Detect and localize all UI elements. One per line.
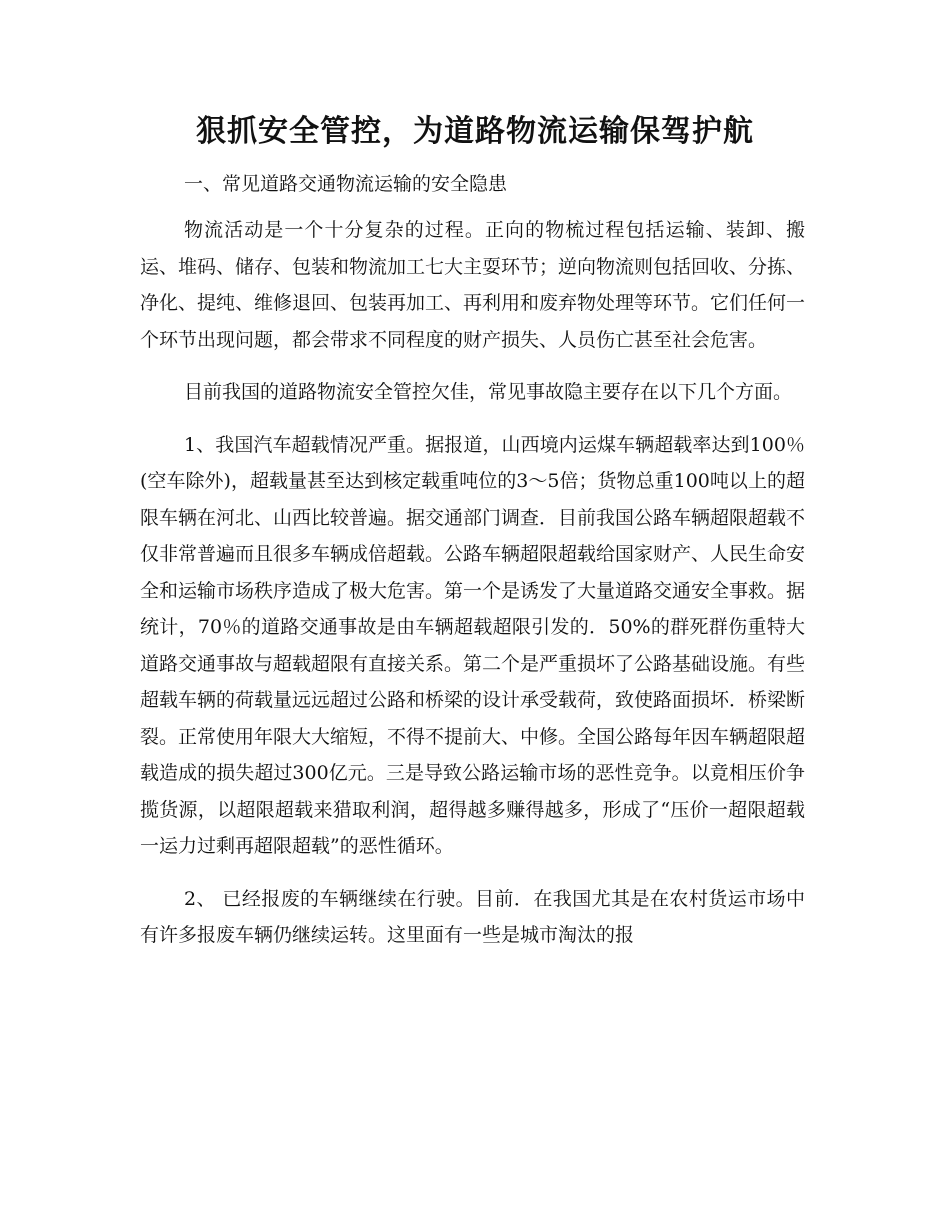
document-body — [140, 166, 805, 970]
paragraph-4: 2、 已经报废的车辆继续在行驶。目前．在我国尤其是在农村货运市场中有许多报废车辆仍继续运转。这里面有一些是城市淘汰的报 — [140, 887, 805, 946]
paragraph-2: 目前我国的道路物流安全管控欠佳，常见事故隐主要存在以下几个方面。 — [184, 381, 793, 403]
paragraph-1: 物流活动是一个十分复杂的过程。正向的物梳过程包括运输、装卸、搬运、堆码、储存、包装和物流加工七大主耍环节；逆向物流则包括回收、分拣、净化、提纯、维修退回、包装再加工、再利用和废弃物处理等环节。它们任何一个环节出现问题，都会带求不同程度的财产损失、人员伤亡甚至社会危害。 — [140, 219, 806, 351]
section-heading: 一、常见道路交通物流运输的安全隐患 — [184, 173, 508, 195]
paragraph-3: 1、我国汽车超载情况严重。据报道，山西境内运煤车辆超载率达到100％(空车除外)，超载量甚至达到核定载重吨位的3～5倍；货物总重100吨以上的超限车辆在河北、山西比较普遍。据交通部门调查．目前我国公路车辆超限超载不仅非常普遍而且很多车辆成倍超载。公路车辆超限超载给国家财产、人民生命安全和运输市场秩序造成了极大危害。第一个是诱发了大量道路交通安全事救。据统计，70％的道路交通事故是由车辆超载超限引发的．50%的群死群伤重特大道路交通事故与超载超限有直接关系。第二个是严重损坏了公路基础设施。有些超载车辆的荷载量远远超过公路和桥梁的设计承受载荷，致使路面损坏．桥梁断裂。正常使用年限大大缩短，不得不提前大、中修。全国公路每年因车辆超限超载造成的损失超过300亿元。三是导致公路运输市场的恶性竞争。以竟相压价争揽货源，以超限超载来猎取利润，超得越多赚得越多，形成了“压价一超限超载一运力过剩再超限超载”的恶性循环。 — [140, 433, 806, 857]
document-title: 狠抓安全管控，为道路物流运输保驾护航 — [196, 114, 754, 149]
